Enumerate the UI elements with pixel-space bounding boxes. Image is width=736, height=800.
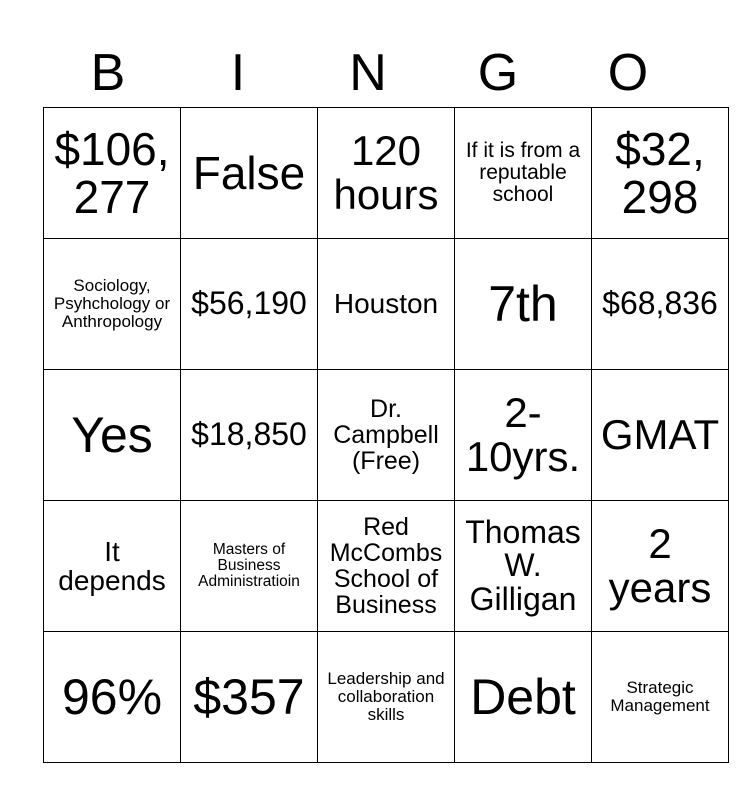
bingo-header — [43, 38, 693, 108]
bingo-grid — [43, 107, 729, 763]
bingo-cell[interactable]: 7th — [455, 239, 592, 370]
bingo-cell[interactable]: Strategic Management — [592, 632, 729, 763]
bingo-cell[interactable]: If it is from a reputable school — [455, 108, 592, 239]
bingo-cell[interactable]: Masters of Business Administratioin — [181, 501, 318, 632]
bingo-cell[interactable]: GMAT — [592, 370, 729, 501]
bingo-cell[interactable]: False — [181, 108, 318, 239]
bingo-cell[interactable]: Red McCombs School of Business — [318, 501, 455, 632]
bingo-cell[interactable]: Dr. Campbell (Free) — [318, 370, 455, 501]
header-letter-b: B — [90, 44, 126, 102]
bingo-cell[interactable]: 2 years — [592, 501, 729, 632]
grid-row — [44, 632, 729, 763]
header-letter-i: I — [230, 44, 246, 102]
grid-row — [44, 501, 729, 632]
bingo-cell[interactable]: $18,850 — [181, 370, 318, 501]
grid-row — [44, 108, 729, 239]
grid-row — [44, 370, 729, 501]
bingo-cell[interactable]: $106, 277 — [44, 108, 181, 239]
header-letter-g: G — [477, 44, 519, 102]
bingo-cell[interactable]: $56,190 — [181, 239, 318, 370]
bingo-cell[interactable]: Leadership and collaboration skills — [318, 632, 455, 763]
bingo-cell[interactable]: $357 — [181, 632, 318, 763]
bingo-cell[interactable]: Sociology, Psyhchology or Anthropology — [44, 239, 181, 370]
bingo-cell[interactable]: 96% — [44, 632, 181, 763]
bingo-cell[interactable]: 120 hours — [318, 108, 455, 239]
bingo-cell[interactable]: Debt — [455, 632, 592, 763]
bingo-cell[interactable]: Houston — [318, 239, 455, 370]
bingo-cell[interactable]: $68,836 — [592, 239, 729, 370]
bingo-cell[interactable]: Thomas W. Gilligan — [455, 501, 592, 632]
grid-row — [44, 239, 729, 370]
bingo-cell[interactable]: $32, 298 — [592, 108, 729, 239]
bingo-cell[interactable]: It depends — [44, 501, 181, 632]
bingo-cell[interactable]: Yes — [44, 370, 181, 501]
header-letter-o: O — [607, 44, 649, 102]
bingo-cell[interactable]: 2- 10yrs. — [455, 370, 592, 501]
header-letter-n: N — [349, 44, 387, 102]
